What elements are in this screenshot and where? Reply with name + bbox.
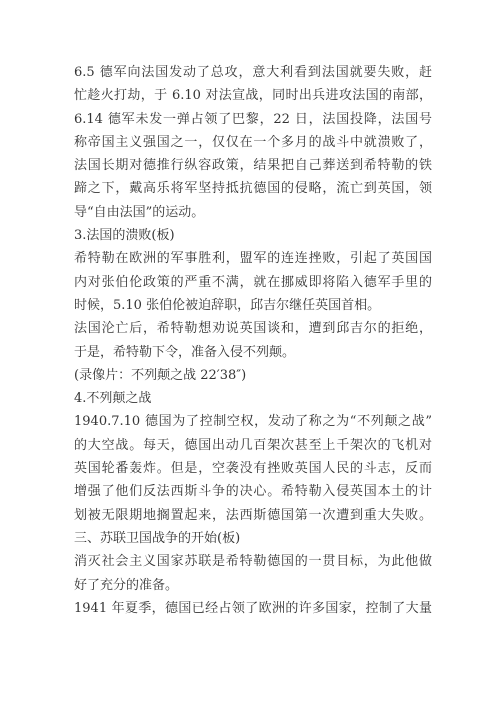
- paragraph-line: 称帝国主义强国之一，仅仅在一个多月的战斗中就溃败了，: [74, 134, 432, 150]
- paragraph-line: 好了充分的准备。: [74, 577, 179, 593]
- paragraph-line: 6.14 德军未发一弹占领了巴黎，22 日，法国投降，法国号: [74, 111, 432, 127]
- paragraph-line: 英国轮番轰炸。但是，空袭没有挫败英国人民的斗志，反而: [74, 461, 432, 477]
- paragraph-line: 6.5 德军向法国发动了总攻，意大利看到法国就要失败，赶: [74, 65, 432, 80]
- section-heading: 三、苏联卫国战争的开始(板): [74, 530, 241, 546]
- paragraph-line: 导“自由法国”的运动。: [74, 204, 205, 220]
- video-note: (录像片：不列颠之战 22′38″): [74, 367, 247, 383]
- paragraph-line: 的大空战。每天，德国出动几百架次甚至上千架次的飞机对: [74, 437, 432, 453]
- paragraph-line: 增强了他们反法西斯斗争的决心。希特勒入侵英国本土的计: [74, 484, 432, 500]
- paragraph-line: 法国沦亡后，希特勒想劝说英国谈和，遭到邱吉尔的拒绝，: [74, 321, 432, 337]
- paragraph-line: 划被无限期地搁置起来，法西斯德国第一次遭到重大失败。: [74, 507, 432, 523]
- paragraph-line: 于是，希特勒下令，准备入侵不列颠。: [74, 344, 296, 360]
- paragraph-line: 忙趁火打劫，于 6.10 对法宣战，同时出兵进攻法国的南部，: [74, 88, 432, 104]
- paragraph-line: 消灭社会主义国家苏联是希特勒德国的一贯目标，为此他做: [74, 554, 432, 570]
- paragraph-line: 1940.7.10 德国为了控制空权，发动了称之为“不列颠之战”: [74, 414, 432, 430]
- paragraph-line: 时候，5.10 张伯伦被迫辞职，邱吉尔继任英国首相。: [74, 297, 381, 313]
- paragraph-line: 1941 年夏季，德国已经占领了欧洲的许多国家，控制了大量: [74, 600, 432, 616]
- section-heading: 4.不列颠之战: [74, 391, 152, 407]
- paragraph-line: 希特勒在欧洲的军事胜利，盟军的连连挫败，引起了英国国: [74, 251, 432, 267]
- paragraph-line: 蹄之下，戴高乐将军坚持抵抗德国的侵略，流亡到英国，领: [74, 181, 432, 197]
- paragraph-line: 内对张伯伦政策的严重不满，就在挪威即将陷入德军手里的: [74, 274, 432, 290]
- paragraph-line: 法国长期对德推行纵容政策，结果把自己葬送到希特勒的铁: [74, 158, 432, 174]
- document-body: [74, 61, 432, 620]
- section-heading: 3.法国的溃败(板): [74, 228, 175, 244]
